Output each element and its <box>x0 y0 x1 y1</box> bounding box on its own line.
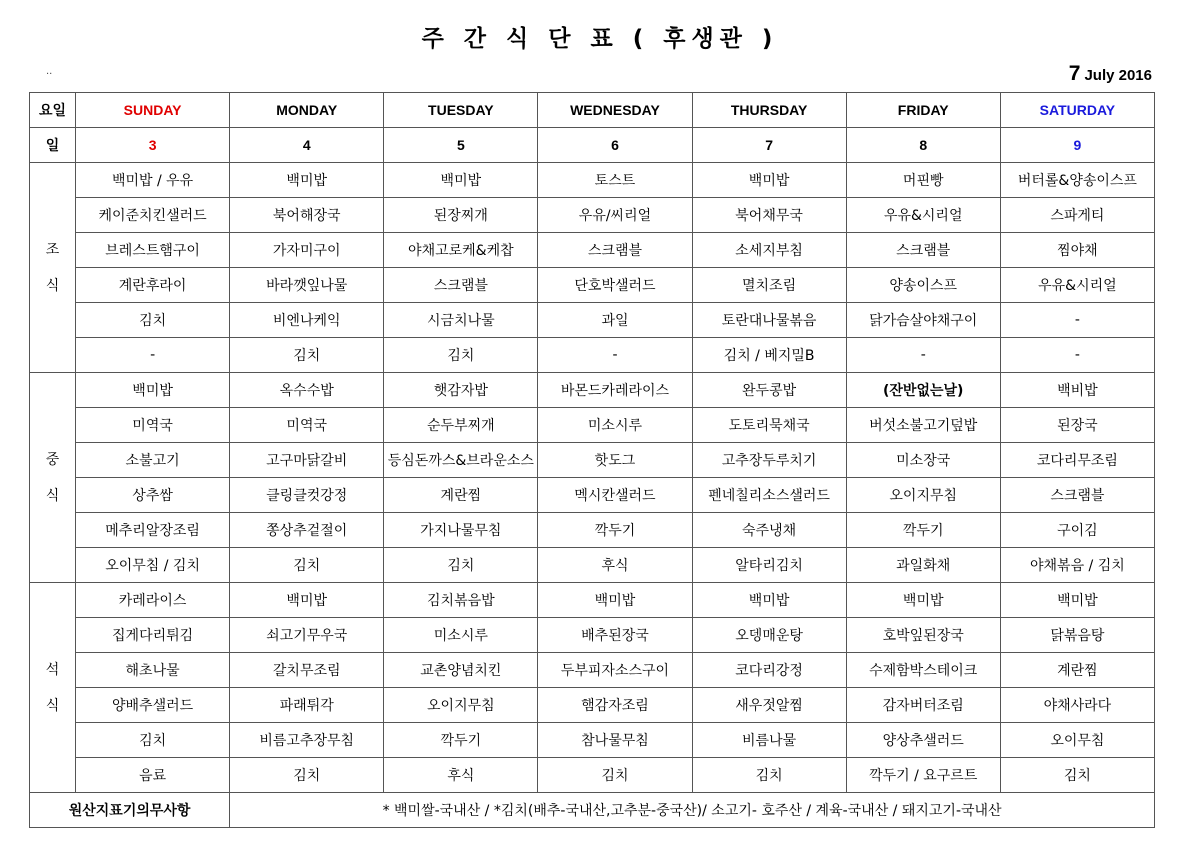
menu-item: 김치 <box>1000 758 1154 793</box>
menu-item: 백미밥 / 우유 <box>76 163 230 198</box>
menu-item: 등심돈까스&브라운소스 <box>384 443 538 478</box>
dinner-row <box>30 583 1155 618</box>
menu-item: 김치볶음밥 <box>384 583 538 618</box>
menu-item: 스크램블 <box>1000 478 1154 513</box>
menu-item: 고구마닭갈비 <box>230 443 384 478</box>
menu-item: 해초나물 <box>76 653 230 688</box>
menu-item: 찜야채 <box>1000 233 1154 268</box>
date-month-year: July 2016 <box>1084 67 1152 84</box>
lunch-label-char-2: 식 <box>45 487 60 504</box>
menu-item: 깍두기 / 요구르트 <box>846 758 1000 793</box>
menu-item: 완두콩밥 <box>692 373 846 408</box>
menu-item: - <box>76 338 230 373</box>
menu-item: 브레스트햄구이 <box>76 233 230 268</box>
menu-item: 클링클컷강정 <box>230 478 384 513</box>
menu-item: 김치 <box>384 548 538 583</box>
menu-item: 비엔나케익 <box>230 303 384 338</box>
menu-item: 바몬드카레라이스 <box>538 373 692 408</box>
date-friday: 8 <box>846 128 1000 163</box>
menu-item: 숙주냉채 <box>692 513 846 548</box>
menu-item: 카레라이스 <box>76 583 230 618</box>
menu-item: 깍두기 <box>538 513 692 548</box>
dinner-row <box>30 618 1155 653</box>
menu-item: - <box>538 338 692 373</box>
menu-item: 양송이스프 <box>846 268 1000 303</box>
menu-item: 계란찜 <box>384 478 538 513</box>
menu-item: 야채볶음 / 김치 <box>1000 548 1154 583</box>
menu-item: 미소장국 <box>846 443 1000 478</box>
menu-item: 양상추샐러드 <box>846 723 1000 758</box>
menu-item: 백미밥 <box>846 583 1000 618</box>
menu-item: 김치 <box>230 758 384 793</box>
menu-item: 고추장두루치기 <box>692 443 846 478</box>
dinner-label-char-2: 식 <box>45 697 60 714</box>
menu-item: 쇠고기무우국 <box>230 618 384 653</box>
menu-item: 미역국 <box>76 408 230 443</box>
menu-item: 우유/씨리얼 <box>538 198 692 233</box>
menu-item: 두부피자소스구이 <box>538 653 692 688</box>
menu-item: 바라깻잎나물 <box>230 268 384 303</box>
menu-item: 오뎅매운탕 <box>692 618 846 653</box>
menu-item: 김치 <box>538 758 692 793</box>
menu-item: 버섯소불고기덮밥 <box>846 408 1000 443</box>
weekday-thursday: THURSDAY <box>692 93 846 128</box>
menu-item: 갈치무조림 <box>230 653 384 688</box>
menu-item: 닭가슴살야채구이 <box>846 303 1000 338</box>
menu-item: - <box>846 338 1000 373</box>
menu-item: 구이김 <box>1000 513 1154 548</box>
day-label: 일 <box>30 128 76 163</box>
corner-mark: .. <box>46 66 53 77</box>
menu-item: 과일 <box>538 303 692 338</box>
menu-item: 도토리묵채국 <box>692 408 846 443</box>
menu-item: 배추된장국 <box>538 618 692 653</box>
menu-item: 깍두기 <box>384 723 538 758</box>
menu-item: 백미밥 <box>230 583 384 618</box>
menu-item: 코다리강정 <box>692 653 846 688</box>
menu-item: 백미밥 <box>538 583 692 618</box>
date-day: 7 <box>1068 62 1081 85</box>
weekday-sunday: SUNDAY <box>76 93 230 128</box>
lunch-label <box>30 373 76 583</box>
menu-item: 펜네칠리소스샐러드 <box>692 478 846 513</box>
menu-item: 오이무침 <box>1000 723 1154 758</box>
dinner-row <box>30 688 1155 723</box>
menu-item: 우유&시리얼 <box>1000 268 1154 303</box>
breakfast-label-char-2: 식 <box>45 277 60 294</box>
menu-item: 순두부찌개 <box>384 408 538 443</box>
menu-item: 야채사라다 <box>1000 688 1154 723</box>
menu-item: 토란대나물볶음 <box>692 303 846 338</box>
menu-item: 핫도그 <box>538 443 692 478</box>
menu-item: 코다리무조림 <box>1000 443 1154 478</box>
date-header-row <box>30 128 1155 163</box>
breakfast-label <box>30 163 76 373</box>
menu-item: 백미밥 <box>230 163 384 198</box>
dinner-row <box>30 723 1155 758</box>
menu-item: 양배추샐러드 <box>76 688 230 723</box>
menu-item: 오이지무침 <box>846 478 1000 513</box>
breakfast-row <box>30 268 1155 303</box>
menu-item: 오이지무침 <box>384 688 538 723</box>
menu-item: 버터롤&양송이스프 <box>1000 163 1154 198</box>
menu-item: 상추쌈 <box>76 478 230 513</box>
page-title: 주 간 식 단 표 ( 후생관 ) <box>421 26 779 52</box>
menu-item: 미소시루 <box>538 408 692 443</box>
menu-item: 된장찌개 <box>384 198 538 233</box>
menu-item: 메추리알장조림 <box>76 513 230 548</box>
menu-item: 토스트 <box>538 163 692 198</box>
weekday-saturday: SATURDAY <box>1000 93 1154 128</box>
weekday-wednesday: WEDNESDAY <box>538 93 692 128</box>
menu-item: 쫑상추겉절이 <box>230 513 384 548</box>
date-sunday: 3 <box>76 128 230 163</box>
menu-item: 김치 <box>384 338 538 373</box>
menu-item: 시금치나물 <box>384 303 538 338</box>
lunch-row <box>30 443 1155 478</box>
origin-notice-text: * 백미쌀-국내산 / *김치(배추-국내산,고추분-중국산)/ 소고기- 호주산 / 계육-국내산 / 돼지고기-국내산 <box>230 793 1155 828</box>
lunch-row <box>30 408 1155 443</box>
menu-item: 멸치조림 <box>692 268 846 303</box>
menu-item: 수제함박스테이크 <box>846 653 1000 688</box>
menu-item: 케이준치킨샐러드 <box>76 198 230 233</box>
lunch-row <box>30 373 1155 408</box>
menu-item: 햇감자밥 <box>384 373 538 408</box>
menu-item: 파래튀각 <box>230 688 384 723</box>
dinner-label <box>30 583 76 793</box>
date-wednesday: 6 <box>538 128 692 163</box>
menu-item: 백미밥 <box>384 163 538 198</box>
menu-item: 백비밥 <box>1000 373 1154 408</box>
weekday-friday: FRIDAY <box>846 93 1000 128</box>
menu-item: 닭볶음탕 <box>1000 618 1154 653</box>
document-date <box>1069 62 1152 86</box>
menu-item: 스크램블 <box>538 233 692 268</box>
menu-item: 음료 <box>76 758 230 793</box>
weekday-tuesday: TUESDAY <box>384 93 538 128</box>
menu-item: 오이무침 / 김치 <box>76 548 230 583</box>
menu-item: 북어해장국 <box>230 198 384 233</box>
menu-item: 소세지부침 <box>692 233 846 268</box>
menu-item: 우유&시리얼 <box>846 198 1000 233</box>
menu-item: 가지나물무침 <box>384 513 538 548</box>
menu-item: 후식 <box>538 548 692 583</box>
menu-table-body <box>30 93 1155 793</box>
menu-item: 야채고로케&케찹 <box>384 233 538 268</box>
breakfast-row <box>30 233 1155 268</box>
menu-item: 스크램블 <box>846 233 1000 268</box>
dinner-row <box>30 653 1155 688</box>
menu-item: 백미밥 <box>692 163 846 198</box>
menu-item: 감자버터조림 <box>846 688 1000 723</box>
menu-item: 옥수수밥 <box>230 373 384 408</box>
menu-item: 김치 <box>230 548 384 583</box>
lunch-row <box>30 548 1155 583</box>
weekday-monday: MONDAY <box>230 93 384 128</box>
lunch-row <box>30 513 1155 548</box>
menu-item: 후식 <box>384 758 538 793</box>
menu-item: 단호박샐러드 <box>538 268 692 303</box>
menu-item: 소불고기 <box>76 443 230 478</box>
menu-item: 북어채무국 <box>692 198 846 233</box>
menu-item: 알타리김치 <box>692 548 846 583</box>
date-saturday: 9 <box>1000 128 1154 163</box>
lunch-label-char-1: 중 <box>45 451 60 468</box>
menu-item: - <box>1000 303 1154 338</box>
menu-item: 김치 <box>76 303 230 338</box>
menu-item: 가자미구이 <box>230 233 384 268</box>
menu-item: 새우젓알찜 <box>692 688 846 723</box>
origin-notice-label: 원산지표기의무사항 <box>30 793 230 828</box>
menu-item: 집게다리튀김 <box>76 618 230 653</box>
menu-item: 스크램블 <box>384 268 538 303</box>
menu-item: 백미밥 <box>1000 583 1154 618</box>
menu-item: 백미밥 <box>692 583 846 618</box>
menu-item: 호박잎된장국 <box>846 618 1000 653</box>
menu-item: 비름나물 <box>692 723 846 758</box>
breakfast-row <box>30 303 1155 338</box>
menu-item: 된장국 <box>1000 408 1154 443</box>
menu-item: 교촌양념치킨 <box>384 653 538 688</box>
dinner-row <box>30 758 1155 793</box>
menu-item: 깍두기 <box>846 513 1000 548</box>
menu-item: 김치 <box>230 338 384 373</box>
menu-item: 백미밥 <box>76 373 230 408</box>
breakfast-row <box>30 198 1155 233</box>
menu-item: 미역국 <box>230 408 384 443</box>
date-tuesday: 5 <box>384 128 538 163</box>
menu-item: - <box>1000 338 1154 373</box>
menu-item: 김치 / 베지밀B <box>692 338 846 373</box>
menu-item: 계란찜 <box>1000 653 1154 688</box>
weekday-header-row <box>30 93 1155 128</box>
lunch-row <box>30 478 1155 513</box>
breakfast-row <box>30 163 1155 198</box>
menu-item: 햄감자조림 <box>538 688 692 723</box>
origin-notice-row <box>30 793 1155 828</box>
menu-item: 스파게티 <box>1000 198 1154 233</box>
breakfast-row <box>30 338 1155 373</box>
menu-item: 미소시루 <box>384 618 538 653</box>
weekly-menu-table <box>29 92 1155 828</box>
menu-item: (잔반없는날) <box>846 373 1000 408</box>
menu-item: 과일화채 <box>846 548 1000 583</box>
date-monday: 4 <box>230 128 384 163</box>
menu-item: 김치 <box>692 758 846 793</box>
menu-item: 김치 <box>76 723 230 758</box>
menu-item: 참나물무침 <box>538 723 692 758</box>
date-thursday: 7 <box>692 128 846 163</box>
weekday-label: 요일 <box>30 93 76 128</box>
breakfast-label-char-1: 조 <box>45 241 60 258</box>
dinner-label-char-1: 석 <box>45 661 60 678</box>
menu-item: 멕시칸샐러드 <box>538 478 692 513</box>
menu-item: 비름고추장무침 <box>230 723 384 758</box>
menu-item: 머핀빵 <box>846 163 1000 198</box>
menu-item: 계란후라이 <box>76 268 230 303</box>
